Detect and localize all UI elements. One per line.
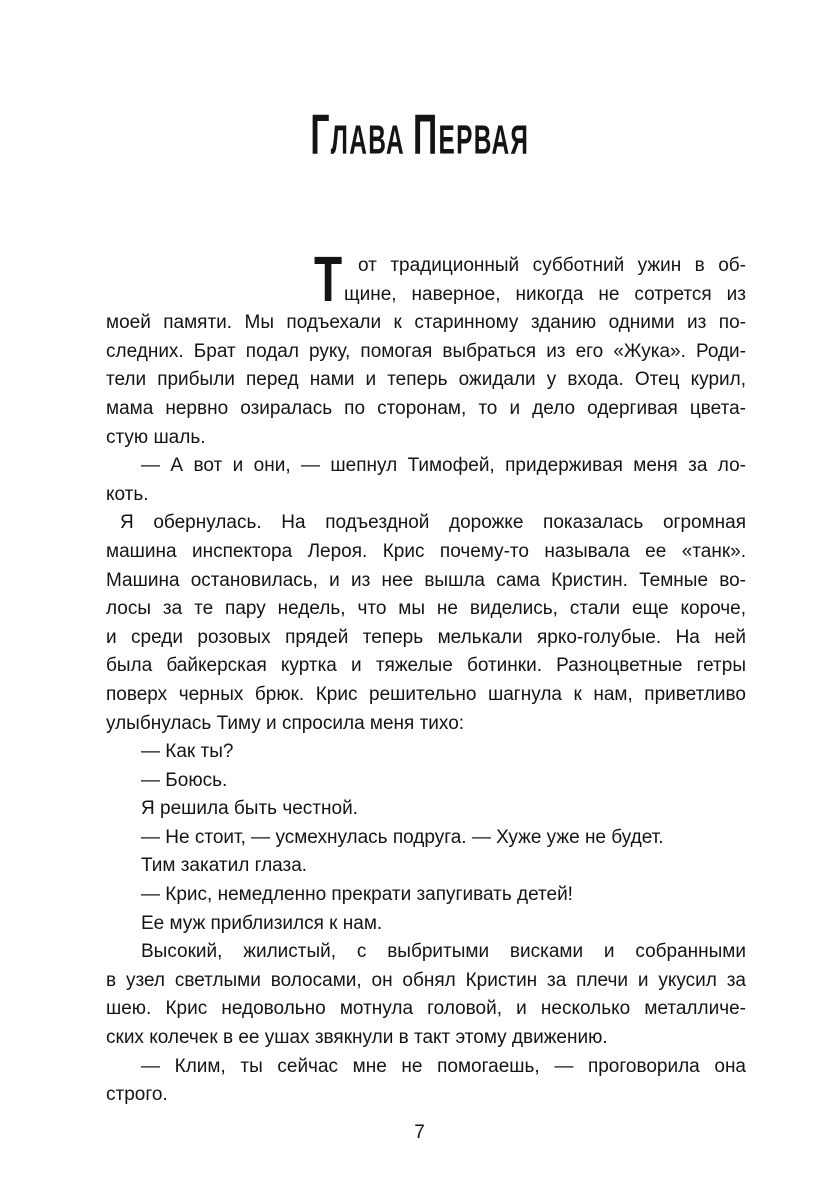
text-line: моей памяти. Мы подъехали к старинному зданию одними из по- — [106, 312, 746, 334]
chapter-title-initial: П — [412, 102, 439, 166]
chapter-title-initial: Г — [310, 102, 331, 166]
text-line: Машина остановилась, и из нее вышла сама Кристин. Темные во- — [106, 569, 746, 591]
text-line: Я обернулась. На подъездной дорожке показалась огромная — [120, 512, 746, 534]
text-line: ских колечек в ее ушах звякнули в такт этому движению. — [106, 1027, 608, 1049]
text-line: мама нервно озиралась по сторонам, то и дело одергивая цвета- — [106, 397, 746, 419]
text-line: Высокий, жилистый, с выбритыми висками и собранными — [141, 941, 746, 963]
text-line: машина инспектора Лероя. Крис почему-то называла ее «танк». — [106, 540, 746, 562]
text-line: — Не стоит, — усмехнулась подруга. — Хуже уже не будет. — [141, 826, 664, 848]
text-line: лосы за те пару недель, что мы не виделись, стали еще короче, — [106, 598, 746, 620]
text-line: поверх черных брюк. Крис решительно шагнула к нам, приветливо — [106, 683, 746, 705]
text-line: Тим закатил глаза. — [141, 855, 308, 877]
text-line: Ее муж приблизился к нам. — [141, 912, 383, 934]
text-line: Я решила быть честной. — [141, 798, 358, 820]
body-text — [106, 243, 746, 1110]
text-line: в узел светлыми волосами, он обнял Кристин за плечи и укусил за — [106, 969, 746, 991]
text-line: и среди розовых прядей теперь мелькали ярко-голубые. На ней — [106, 626, 746, 648]
text-line: — Боюсь. — [141, 769, 228, 791]
chapter-title — [0, 104, 839, 165]
text-line: следних. Брат подал руку, помогая выбраться из его «Жука». Роди- — [106, 340, 746, 362]
text-line: была байкерская куртка и тяжелые ботинки. Разноцветные гетры — [106, 655, 746, 677]
text-line: стую шаль. — [106, 426, 206, 448]
text-line: коть. — [106, 483, 149, 505]
text-line: тели прибыли перед нами и теперь ожидали у входа. Отец курил, — [106, 369, 746, 391]
text-line: — Крис, немедленно прекрати запугивать детей! — [141, 884, 573, 906]
text-line: от традиционный субботний ужин в об- — [358, 255, 746, 276]
text-line: щине, наверное, никогда не сотрется из — [344, 283, 746, 305]
text-line: строго. — [106, 1084, 168, 1106]
text-line: улыбнулась Тиму и спросила меня тихо: — [106, 712, 465, 734]
text-line: — Как ты? — [141, 741, 234, 763]
page-number: 7 — [414, 1122, 425, 1143]
text-line: шею. Крис недовольно мотнула головой, и несколько металличе- — [106, 998, 746, 1020]
text-line: — Клим, ты сейчас мне не помогаешь, — проговорила она — [141, 1055, 746, 1077]
drop-cap: Т — [314, 243, 343, 315]
text-line: — А вот и они, — шепнул Тимофей, придерживая меня за ло- — [141, 455, 746, 477]
chapter-title-text: ГЛАВА ПЕРВАЯ — [310, 102, 529, 166]
